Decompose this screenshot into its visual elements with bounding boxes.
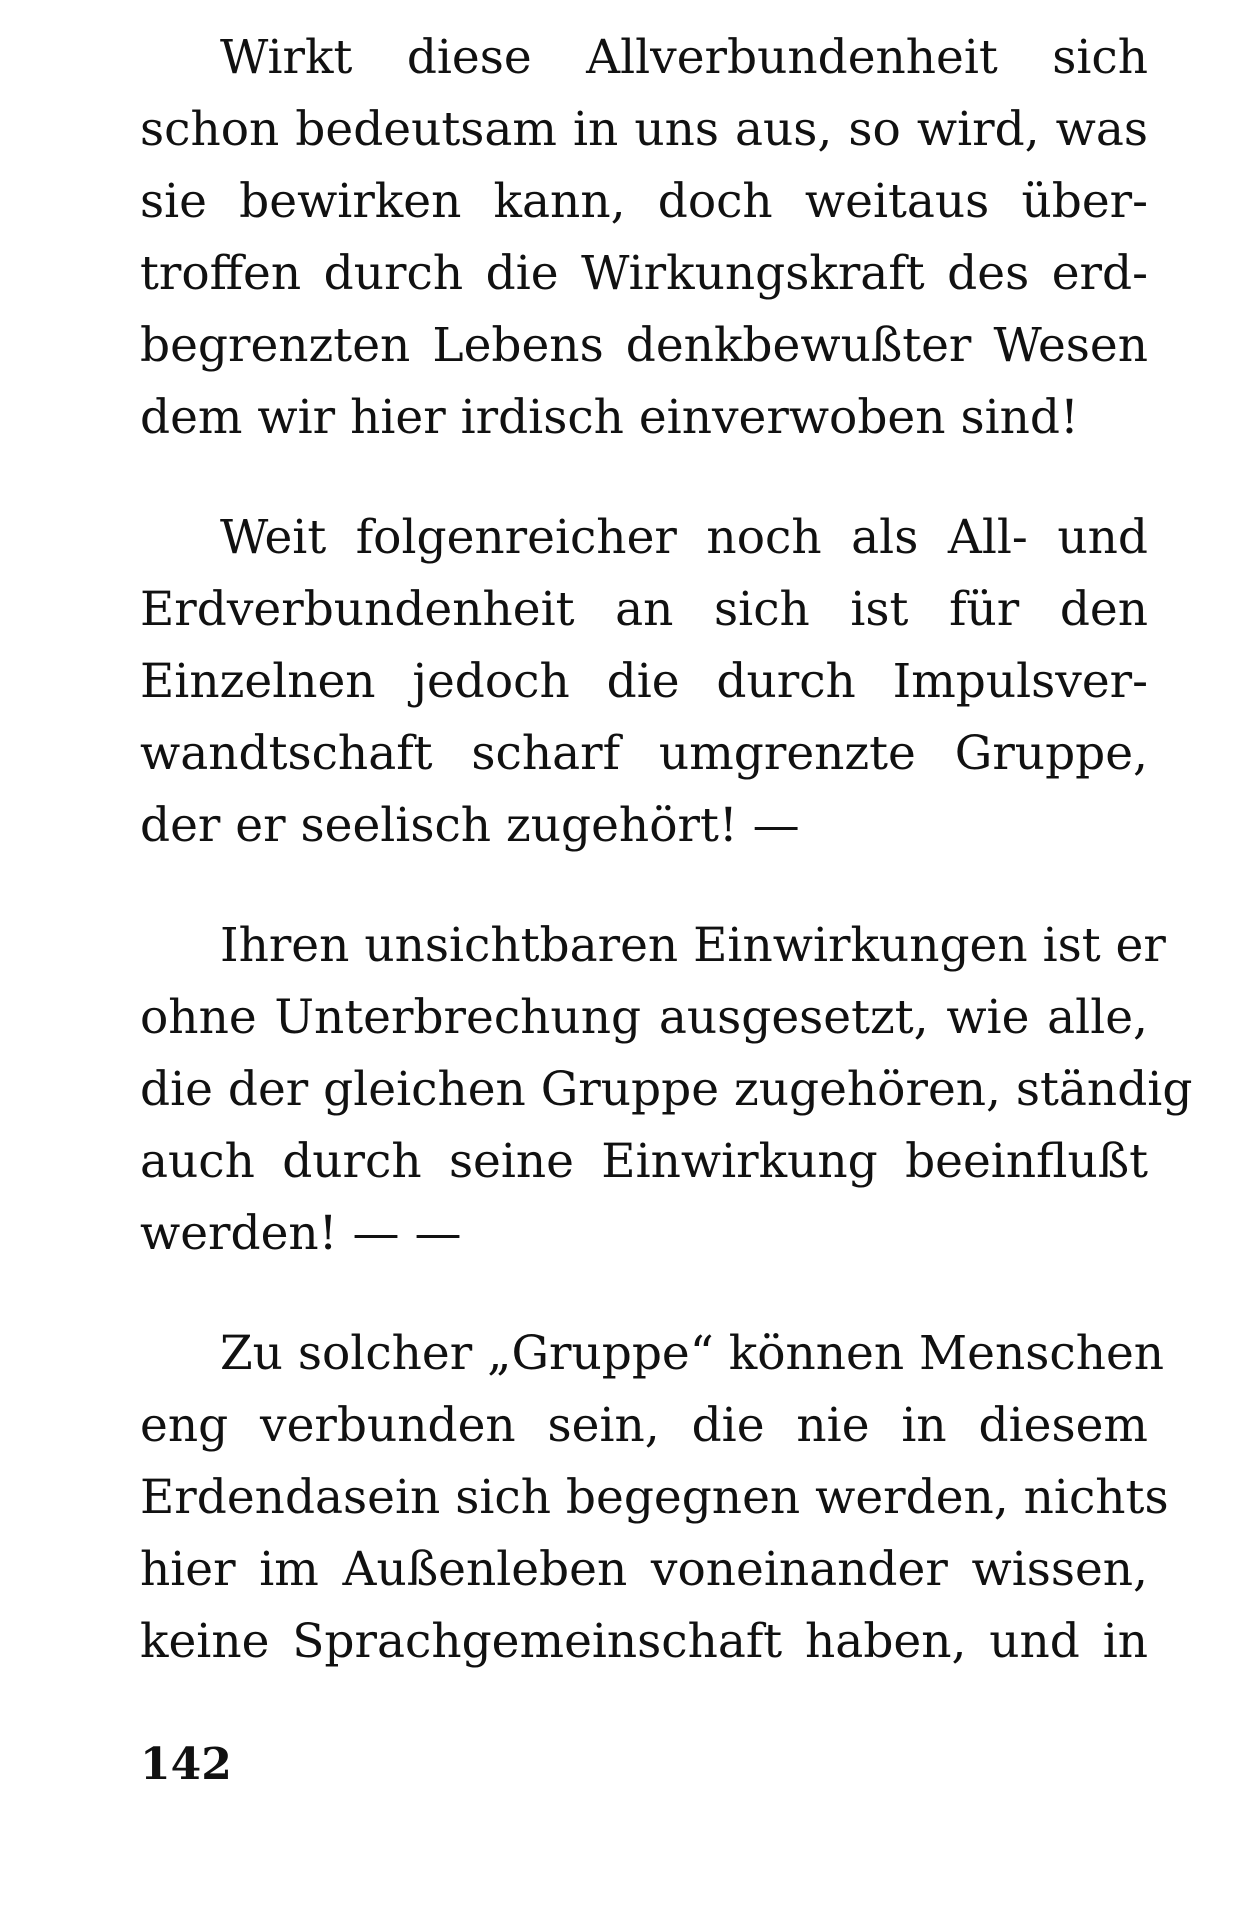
text-line: ohne Unterbrechung ausgesetzt, wie alle, bbox=[140, 990, 1148, 1045]
text-line: Wirkt diese Allverbundenheit sich bbox=[220, 30, 1148, 85]
page-number: 142 bbox=[140, 1739, 232, 1790]
text-line: Zu solcher „Gruppe“ können Menschen bbox=[220, 1326, 1165, 1381]
text-line: Weit folgenreicher noch als All- und bbox=[220, 510, 1148, 565]
text-line: der er seelisch zugehört! — bbox=[140, 798, 800, 853]
text-line: wandtschaft scharf umgrenzte Gruppe, bbox=[140, 726, 1148, 781]
text-line: begrenzten Lebens denkbewußter Wesen bbox=[140, 318, 1148, 373]
text-line: sie bewirken kann, doch weitaus über- bbox=[140, 174, 1148, 229]
text-line: dem wir hier irdisch einverwoben sind! bbox=[140, 390, 1079, 445]
text-line: Ihren unsichtbaren Einwirkungen ist er bbox=[220, 918, 1166, 973]
text-line: auch durch seine Einwirkung beeinflußt bbox=[140, 1134, 1148, 1189]
text-line: troffen durch die Wirkungskraft des erd- bbox=[140, 246, 1148, 301]
text-line: die der gleichen Gruppe zugehören, ständig bbox=[140, 1062, 1193, 1117]
text-line: Erdendasein sich begegnen werden, nichts bbox=[140, 1470, 1169, 1525]
text-line: Einzelnen jedoch die durch Impulsver- bbox=[140, 654, 1148, 709]
text-line: werden! — — bbox=[140, 1206, 462, 1261]
text-line: schon bedeutsam in uns aus, so wird, was bbox=[140, 102, 1148, 157]
text-line: keine Sprachgemeinschaft haben, und in bbox=[140, 1614, 1148, 1669]
text-line: hier im Außenleben voneinander wissen, bbox=[140, 1542, 1148, 1597]
text-line: Erdverbundenheit an sich ist für den bbox=[140, 582, 1148, 637]
text-line: eng verbunden sein, die nie in diesem bbox=[140, 1398, 1148, 1453]
